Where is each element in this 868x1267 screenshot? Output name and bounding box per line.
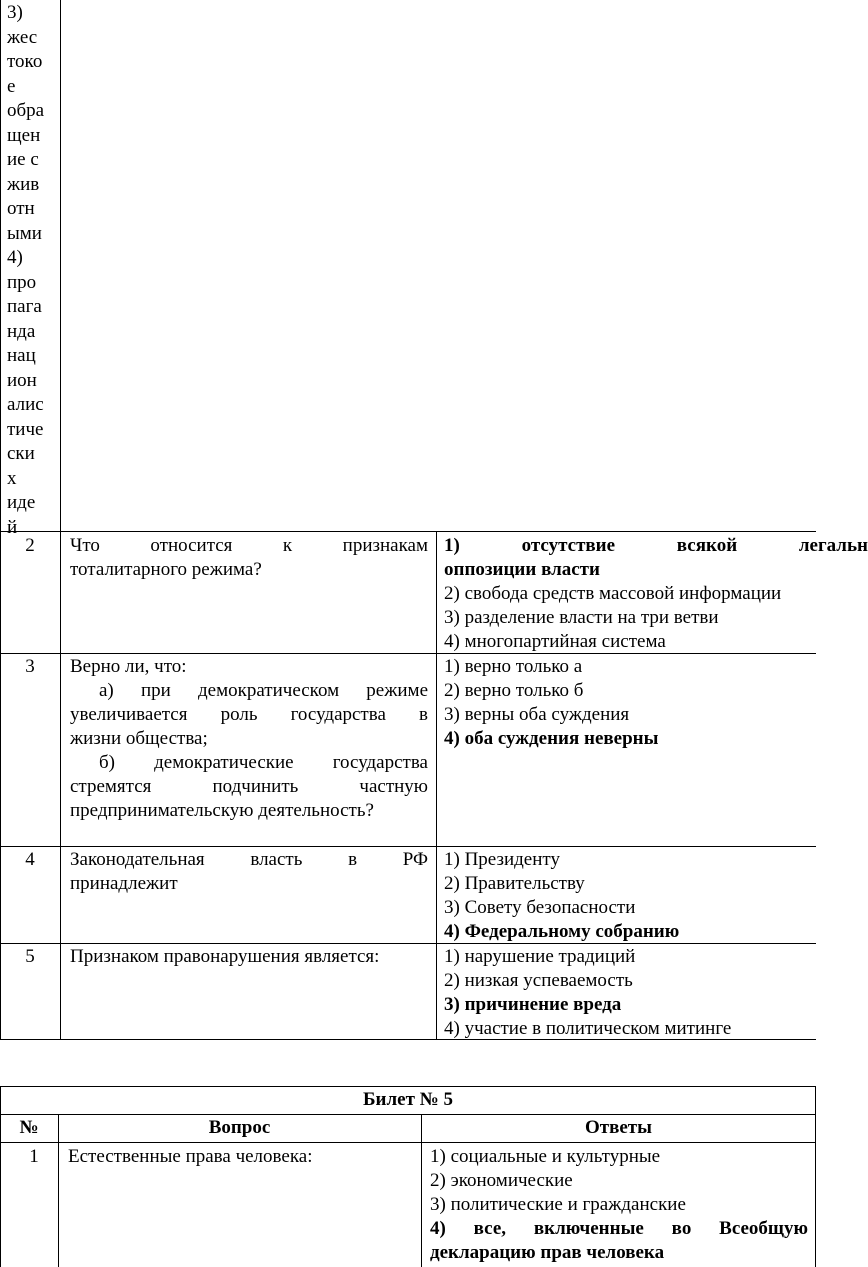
table-border	[0, 1086, 816, 1087]
question-line: жизни общества;	[70, 728, 208, 749]
row-number: 3	[25, 656, 35, 677]
answer-option: 4) Федеральному собранию	[444, 921, 680, 942]
answer-option: 3) Совету безопасности	[444, 897, 636, 918]
column-header-question: Вопрос	[208, 1117, 271, 1138]
answer-option: 1) отсутствие всякой легальн	[444, 535, 868, 556]
narrow-cell-text: 3) жес токо е обра щен ие с жив отн ыми 4) про пага нда нац ион алис тиче ски х иде й	[7, 2, 45, 538]
question-line: Признаком правонарушения является:	[70, 946, 380, 967]
answer-option: 4) оба суждения неверны	[444, 728, 659, 749]
row-number: 4	[25, 849, 35, 870]
question-line: принадлежит	[70, 873, 178, 894]
answer-option: 4) участие в политическом митинге	[444, 1018, 732, 1039]
answer-option: 3) верны оба суждения	[444, 704, 630, 725]
answer-option: 3) причинение вреда	[444, 994, 622, 1015]
answer-option: 1) Президенту	[444, 849, 560, 870]
table-border	[0, 531, 816, 532]
answer-option: 1) социальные и культурные	[430, 1146, 661, 1167]
question-line: Что относится к признакам	[70, 535, 428, 556]
answer-option: 3) политические и гражданские	[430, 1194, 686, 1215]
answer-option: 2) экономические	[430, 1170, 573, 1191]
question-text: Естественные права человека:	[68, 1146, 313, 1167]
table-border	[0, 1114, 816, 1115]
question-line: предпринимательскую деятельность?	[70, 800, 374, 821]
answer-option: 3) разделение власти на три ветви	[444, 607, 719, 628]
answer-option: 1) нарушение традиций	[444, 946, 636, 967]
table-border	[0, 1086, 1, 1267]
question-line: а) при демократическом режиме	[99, 680, 428, 701]
question-line: б) демократические государства	[99, 752, 428, 773]
column-header-answers: Ответы	[585, 1117, 652, 1138]
table-border	[0, 0, 1, 1040]
answer-option: 2) низкая успеваемость	[444, 970, 633, 991]
answer-option: 2) свобода средств массовой информации	[444, 583, 782, 604]
row-number: 5	[25, 946, 35, 967]
table-border	[815, 1086, 816, 1267]
question-line: Верно ли, что:	[70, 656, 187, 677]
answer-option: оппозиции власти	[444, 559, 600, 580]
answer-option: 4) все, включенные во Всеобщую	[430, 1218, 808, 1239]
answer-option: декларацию прав человека	[430, 1242, 665, 1263]
column-header-number: №	[19, 1117, 39, 1138]
question-line: увеличивается роль государства в	[70, 704, 428, 725]
answer-option: 2) Правительству	[444, 873, 585, 894]
row-number: 1	[29, 1146, 39, 1167]
row-number: 2	[25, 535, 35, 556]
table-border	[0, 1142, 816, 1143]
answer-option: 4) многопартийная система	[444, 631, 666, 652]
table-border	[60, 0, 61, 1040]
question-line: тоталитарного режима?	[70, 559, 262, 580]
table-border	[436, 531, 437, 1040]
answer-option: 1) верно только а	[444, 656, 583, 677]
answer-option: 2) верно только б	[444, 680, 584, 701]
question-line: стремятся подчинить частную	[70, 776, 428, 797]
ticket-title: Билет № 5	[362, 1089, 454, 1110]
table-border	[0, 846, 816, 847]
question-line: Законодательная власть в РФ	[70, 849, 428, 870]
